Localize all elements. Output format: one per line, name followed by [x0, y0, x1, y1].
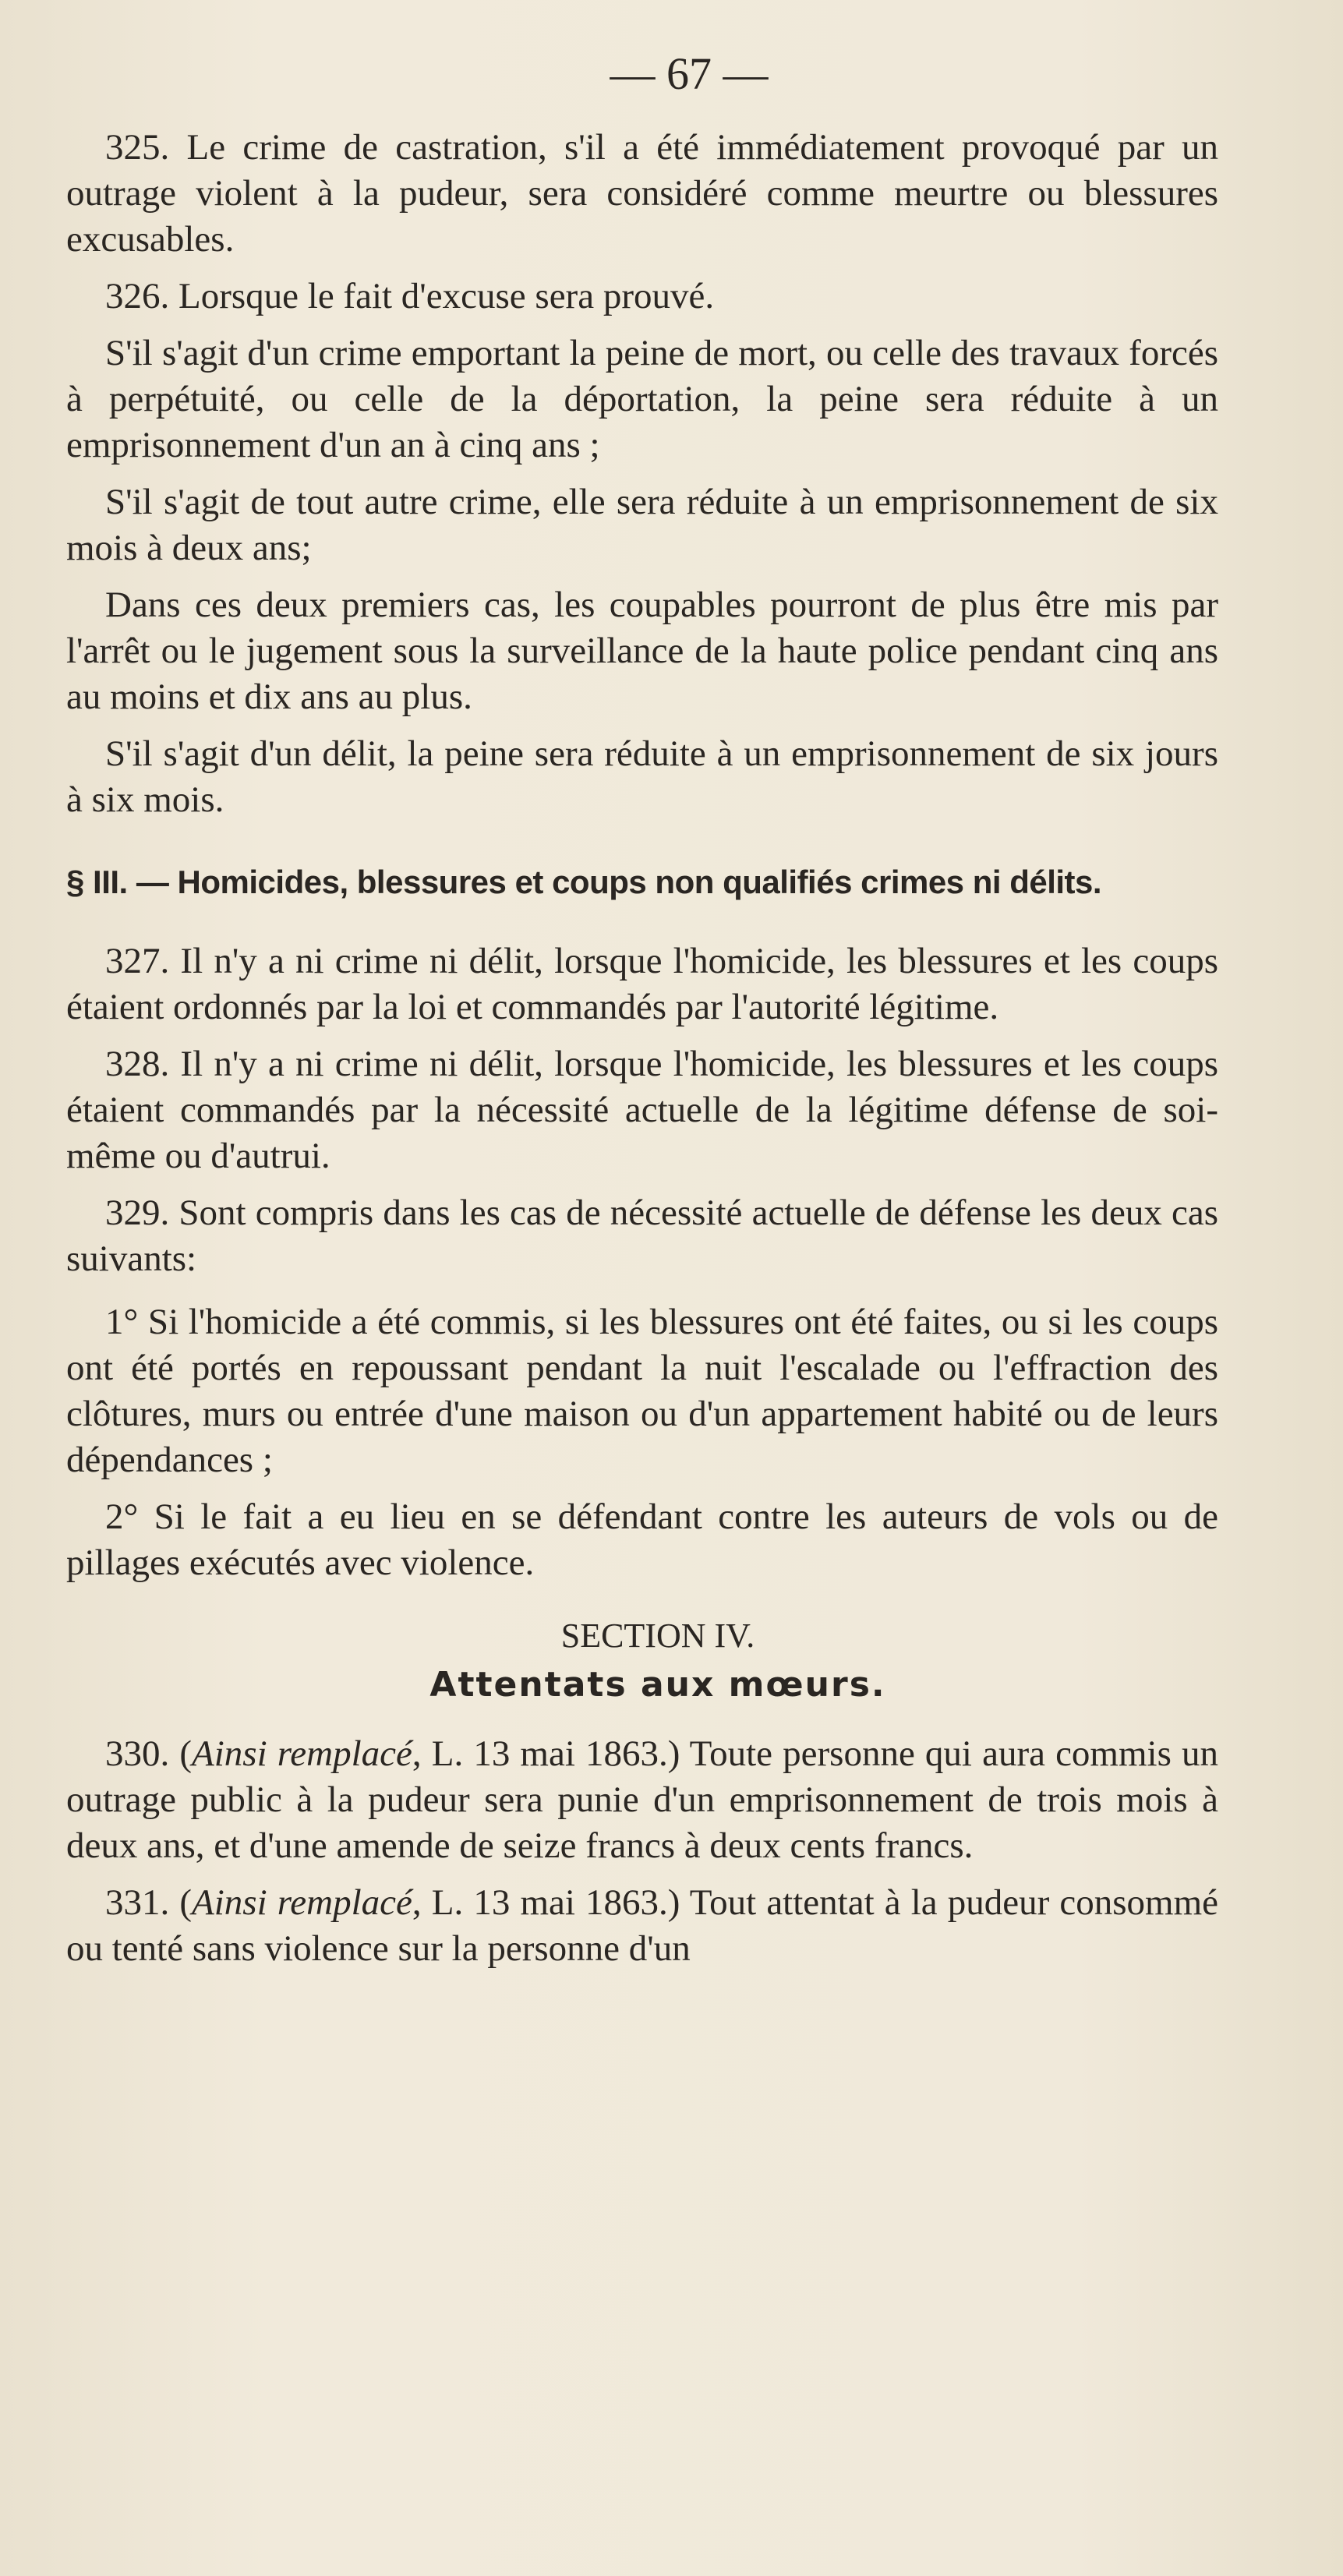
section-title: Attentats aux mœurs. — [429, 1665, 886, 1705]
paren-open: ( — [179, 1733, 193, 1774]
paren-open: ( — [179, 1882, 193, 1923]
article-330 — [66, 1731, 1218, 1869]
article-number: 331. — [105, 1882, 170, 1923]
subsection-heading: § III. — Homicides, blessures et coups non qualifiés crimes ni délits. — [66, 864, 1102, 900]
article-326-par-3: Dans ces deux premiers cas, les coupables pourront de plus être mis par l'arrêt ou le jugement sous la surveillance de la haute police pendant cinq ans au moins et dix ans au plus. — [66, 585, 1218, 717]
amendment-note: Ainsi remplacé — [192, 1733, 412, 1774]
article-number: 330. — [105, 1733, 170, 1774]
article-329-case-1: 1° Si l'homicide a été commis, si les blessures ont été faites, ou si les coups ont été portés en repoussant pendant la nuit l'escalade ou l'effraction des clôtures, murs ou entrée d'une maison ou d'un appartement habité ou de leurs dépendances ; — [66, 1302, 1218, 1480]
article-text: , L. 13 mai 1863.) Toute personne qui aura commis un outrage public à la pudeur sera punie d'un emprisonnement de trois mois à deux ans, et d'une amende de seize francs à deux cents francs. — [66, 1733, 1219, 1866]
amendment-note: Ainsi remplacé — [192, 1882, 412, 1923]
article-326-par-1: S'il s'agit d'un crime emportant la peine de mort, ou celle des travaux forcés à perpétuité, ou celle de la déportation, la peine sera réduite à un emprisonnement d'un an à cinq ans ; — [66, 333, 1218, 465]
article-326-par-2: S'il s'agit de tout autre crime, elle sera réduite à un emprisonnement de six mois à deux ans; — [66, 482, 1218, 568]
article-331 — [66, 1880, 1218, 1972]
article-329-case-2: 2° Si le fait a eu lieu en se défendant contre les auteurs de vols ou de pillages exécutés avec violence. — [66, 1496, 1218, 1583]
article-326: 326. Lorsque le fait d'excuse sera prouvé. — [105, 276, 715, 316]
article-327: 327. Il n'y a ni crime ni délit, lorsque l'homicide, les blessures et les coups étaient ordonnés par la loi et commandés par l'autorité légitime. — [66, 941, 1218, 1027]
article-326-par-4: S'il s'agit d'un délit, la peine sera réduite à un emprisonnement de six jours à six mois. — [66, 733, 1218, 820]
section-heading: SECTION IV. — [560, 1617, 755, 1655]
page-number: — 67 — — [610, 48, 769, 99]
article-328: 328. Il n'y a ni crime ni délit, lorsque l'homicide, les blessures et les coups étaient commandés par la nécessité actuelle de la légitime défense de soi-même ou d'autrui. — [66, 1044, 1218, 1176]
article-text: , L. 13 mai 1863.) Tout attentat à la pudeur consommé ou tenté sans violence sur la personne d'un — [66, 1882, 1219, 1969]
article-325: 325. Le crime de castration, s'il a été immédiatement provoqué par un outrage violent à la pudeur, sera considéré comme meurtre ou blessures excusables. — [66, 127, 1218, 260]
article-329: 329. Sont compris dans les cas de nécessité actuelle de défense les deux cas suivants: — [66, 1193, 1218, 1279]
